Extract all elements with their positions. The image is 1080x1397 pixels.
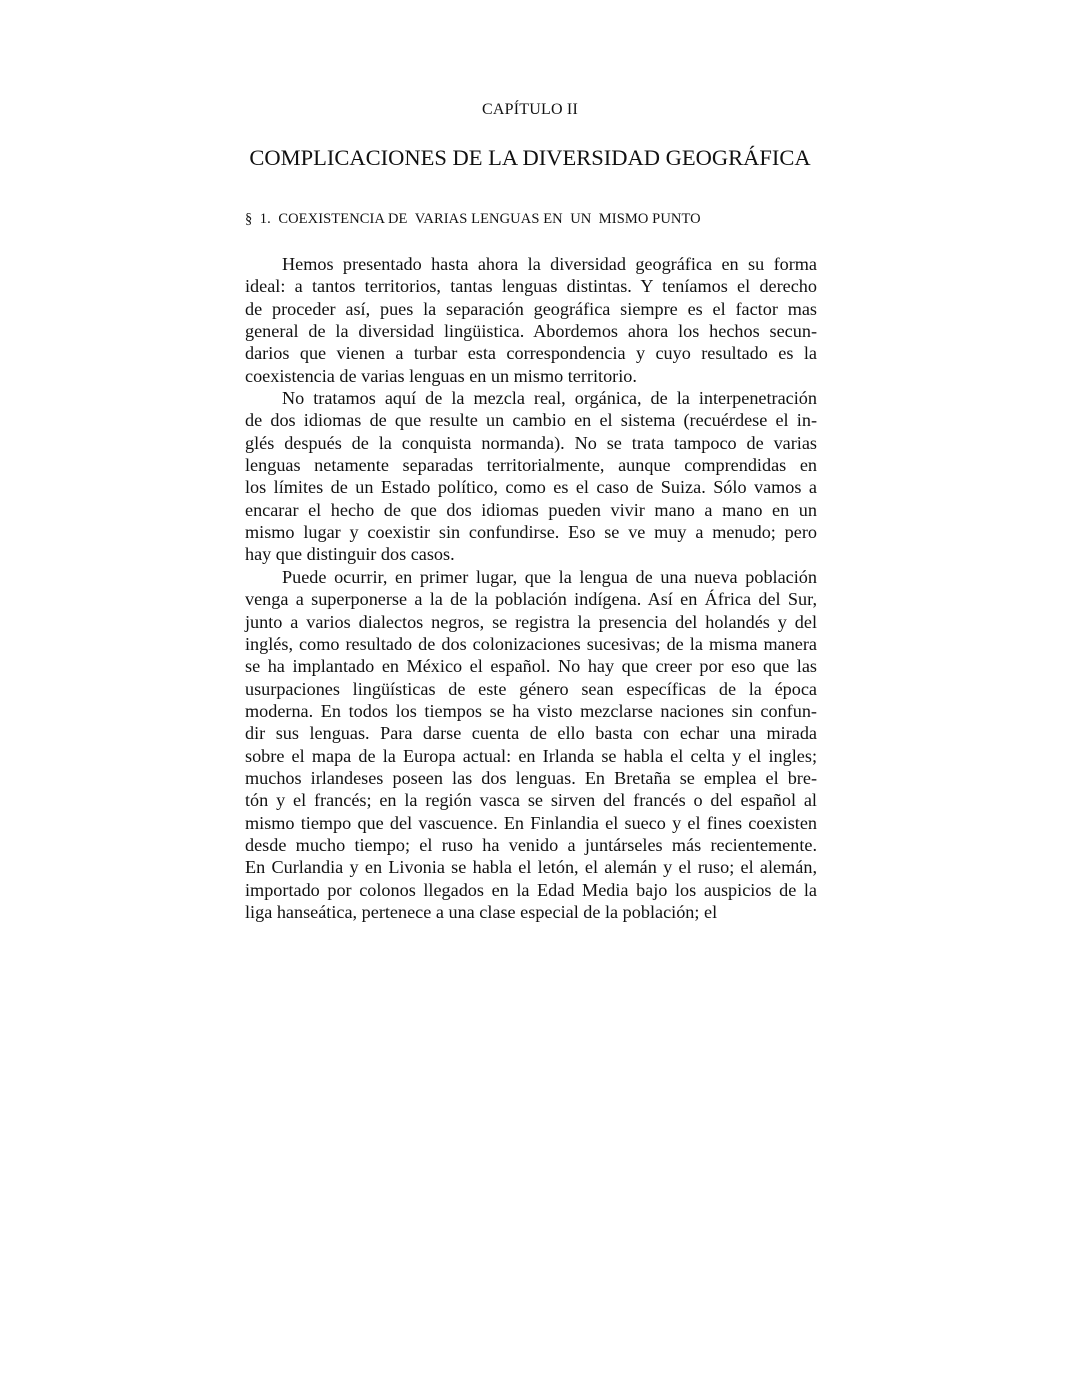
text-line: lenguas netamente separadas territorialmente, aunque comprendidas en xyxy=(245,455,817,476)
paragraph-3 xyxy=(245,566,817,924)
text-line: moderna. En todos los tiempos se ha visto mezclarse naciones sin confun- xyxy=(245,700,817,721)
text-line: se ha implantado en México el español. No hay que creer por eso que las xyxy=(245,656,817,677)
paragraph-1 xyxy=(245,253,817,387)
paragraph-2 xyxy=(245,387,817,566)
text-line: venga a superponerse a la de la población indígena. Así en África del Sur, xyxy=(245,589,817,610)
body-text xyxy=(245,253,817,923)
text-line: usurpaciones lingüísticas de este género sean específicas de la época xyxy=(245,678,817,699)
text-line: hay que distinguir dos casos. xyxy=(245,544,455,565)
text-line: los límites de un Estado político, como es el caso de Suiza. Sólo vamos a xyxy=(245,477,817,498)
text-line: desde mucho tiempo; el ruso ha venido a juntárseles más recientemente. xyxy=(245,834,817,855)
text-line: encarar el hecho de que dos idiomas pueden vivir mano a mano en un xyxy=(245,499,817,520)
text-line: mismo tiempo que del vascuence. En Finlandia el sueco y el fines coexisten xyxy=(245,812,817,833)
text-line: dir sus lenguas. Para darse cuenta de ello basta con echar una mirada xyxy=(245,723,817,744)
text-line: junto a varios dialectos negros, se registra la presencia del holandés y del xyxy=(245,611,817,632)
text-line: Hemos presentado hasta ahora la diversidad geográfica en su forma xyxy=(282,254,817,274)
text-line: importado por colonos llegados en la Edad Media bajo los auspicios de la xyxy=(245,879,817,900)
text-line: sobre el mapa de la Europa actual: en Irlanda se habla el celta y el ingles; xyxy=(245,745,817,766)
text-line: En Curlandia y en Livonia se habla el letón, el alemán y el ruso; el alemán, xyxy=(245,857,817,878)
text-line: Puede ocurrir, en primer lugar, que la lengua de una nueva población xyxy=(282,566,817,587)
text-line: de proceder así, pues la separación geográfica siempre es el factor mas xyxy=(245,298,817,319)
text-line: liga hanseática, pertenece a una clase especial de la población; el xyxy=(245,901,718,922)
text-line: ideal: a tantos territorios, tantas lenguas distintas. Y teníamos el derecho xyxy=(245,276,817,297)
text-line: coexistencia de varias lenguas en un mismo territorio. xyxy=(245,365,637,386)
chapter-label: CAPÍTULO II xyxy=(482,101,578,118)
text-line: inglés, como resultado de dos colonizaciones sucesivas; de la misma manera xyxy=(245,633,817,654)
text-line: tón y el francés; en la región vasca se sirven del francés o del español al xyxy=(245,790,817,811)
text-line: general de la diversidad lingüistica. Abordemos ahora los hechos secun- xyxy=(245,321,817,342)
text-line: darios que vienen a turbar esta correspondencia y cuyo resultado es la xyxy=(245,343,817,364)
text-line: mismo lugar y coexistir sin confundirse. Eso se ve muy a menudo; pero xyxy=(245,522,817,543)
chapter-title: COMPLICACIONES DE LA DIVERSIDAD GEOGRÁFICA xyxy=(249,145,811,170)
text-line: de dos idiomas de que resulte un cambio en el sistema (recuérdese el in- xyxy=(245,410,817,431)
text-line: glés después de la conquista normanda). No se trata tampoco de varias xyxy=(245,432,817,453)
text-line: muchos irlandeses poseen las dos lenguas. En Bretaña se emplea el bre- xyxy=(245,767,817,788)
text-line: No tratamos aquí de la mezcla real, orgánica, de la interpenetración xyxy=(282,388,817,409)
section-heading: § 1. COEXISTENCIA DE VARIAS LENGUAS EN UN MISMO PUNTO xyxy=(245,211,701,227)
